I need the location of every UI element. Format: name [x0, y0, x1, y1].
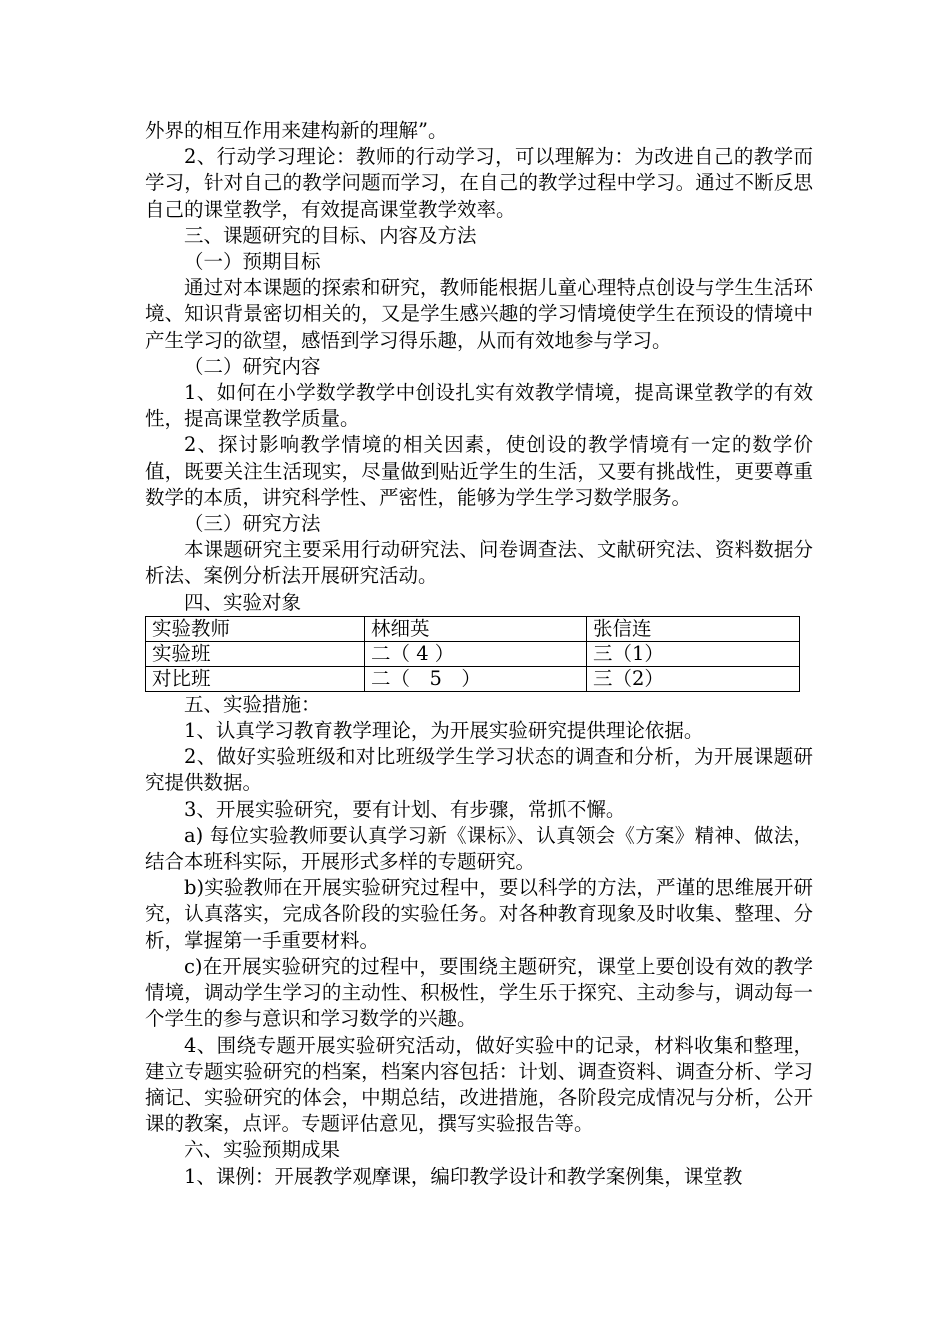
- section-heading-3: 三、课题研究的目标、内容及方法: [184, 223, 477, 247]
- table-cell: 林细英: [365, 616, 587, 641]
- paragraph-measure-3b: b)实验教师在开展实验研究过程中，要以科学的方法，严谨的思维展开研究，认真落实，完成各阶段的实验任务。对各种教育现象及时收集、整理、分析，掌握第一手重要材料。: [145, 876, 813, 952]
- paragraph-action-learning: 2、行动学习理论：教师的行动学习，可以理解为：为改进自己的教学而学习，针对自己的教学问题而学习，在自己的教学过程中学习。通过不断反思自己的课堂教学，有效提高课堂教学效率。: [145, 145, 813, 221]
- paragraph-measure-2: 2、做好实验班级和对比班级学生学习状态的调查和分析，为开展课题研究提供数据。: [145, 745, 813, 795]
- section-heading-4: 四、实验对象: [184, 590, 302, 614]
- table-cell: 二（ 4 ）: [365, 641, 587, 666]
- table-cell: 张信连: [587, 616, 800, 641]
- table-row: [146, 641, 800, 666]
- paragraph-content-1: 1、如何在小学数学教学中创设扎实有效教学情境，提高课堂教学的有效性，提高课堂教学质量。: [145, 381, 813, 431]
- table-cell: 实验班: [146, 641, 365, 666]
- paragraph-measure-4: 4、围绕专题开展实验研究活动，做好实验中的记录，材料收集和整理，建立专题实验研究的档案，档案内容包括：计划、调查资料、调查分析、学习摘记、实验研究的体会，中期总结，改进措施，各阶段完成情况与分析，公开课的教案，点评。专题评估意见，撰写实验报告等。: [145, 1033, 813, 1136]
- paragraph-continuation: 外界的相互作用来建构新的理解”。: [145, 119, 448, 142]
- subheading-methods: （三）研究方法: [184, 512, 321, 536]
- paragraph-measure-1: 1、认真学习教育教学理论，为开展实验研究提供理论依据。: [184, 719, 704, 743]
- paragraph-methods: 本课题研究主要采用行动研究法、问卷调查法、文献研究法、资料数据分析法、案例分析法开展研究活动。: [145, 538, 813, 588]
- table-cell: 对比班: [146, 666, 365, 691]
- experiment-table: [145, 616, 800, 692]
- subheading-content: （二）研究内容: [184, 354, 321, 378]
- table-cell: 三（2）: [587, 666, 800, 691]
- paragraph-goals: 通过对本课题的探索和研究，教师能根据儿童心理特点创设与学生生活环境、知识背景密切相关的，又是学生感兴趣的学习情境使学生在预设的情境中产生学习的欲望，感悟到学习得乐趣，从而有效地参与学习。: [145, 276, 813, 352]
- paragraph-measure-3c: c)在开展实验研究的过程中，要围绕主题研究，课堂上要创设有效的教学情境，调动学生学习的主动性、积极性，学生乐于探究、主动参与，调动每一个学生的参与意识和学习数学的兴趣。: [145, 954, 813, 1031]
- table-row: [146, 666, 800, 691]
- paragraph-content-2: 2、探讨影响教学情境的相关因素，使创设的教学情境有一定的数学价值，既要关注生活现实，尽量做到贴近学生的生活，又要有挑战性，更要尊重数学的本质，讲究科学性、严密性，能够为学生学习数学服务。: [145, 433, 813, 509]
- paragraph-measure-3: 3、开展实验研究，要有计划、有步骤，常抓不懈。: [184, 797, 626, 821]
- paragraph-measure-3a: a) 每位实验教师要认真学习新《课标》、认真领会《方案》精神、做法，结合本班科实际，开展形式多样的专题研究。: [145, 823, 813, 874]
- table-row: [146, 616, 800, 641]
- section-heading-5: 五、实验措施：: [184, 692, 321, 716]
- paragraph-outcome-1: 1、课例：开展教学观摩课，编印教学设计和教学案例集，课堂教: [184, 1164, 743, 1188]
- table-cell: 实验教师: [146, 616, 365, 641]
- subheading-goals: （一）预期目标: [184, 250, 321, 274]
- document-page: [145, 118, 813, 1190]
- table-cell: 三（1）: [587, 641, 800, 666]
- section-heading-6: 六、实验预期成果: [184, 1138, 341, 1162]
- table-cell: 二（ 5 ）: [365, 666, 587, 691]
